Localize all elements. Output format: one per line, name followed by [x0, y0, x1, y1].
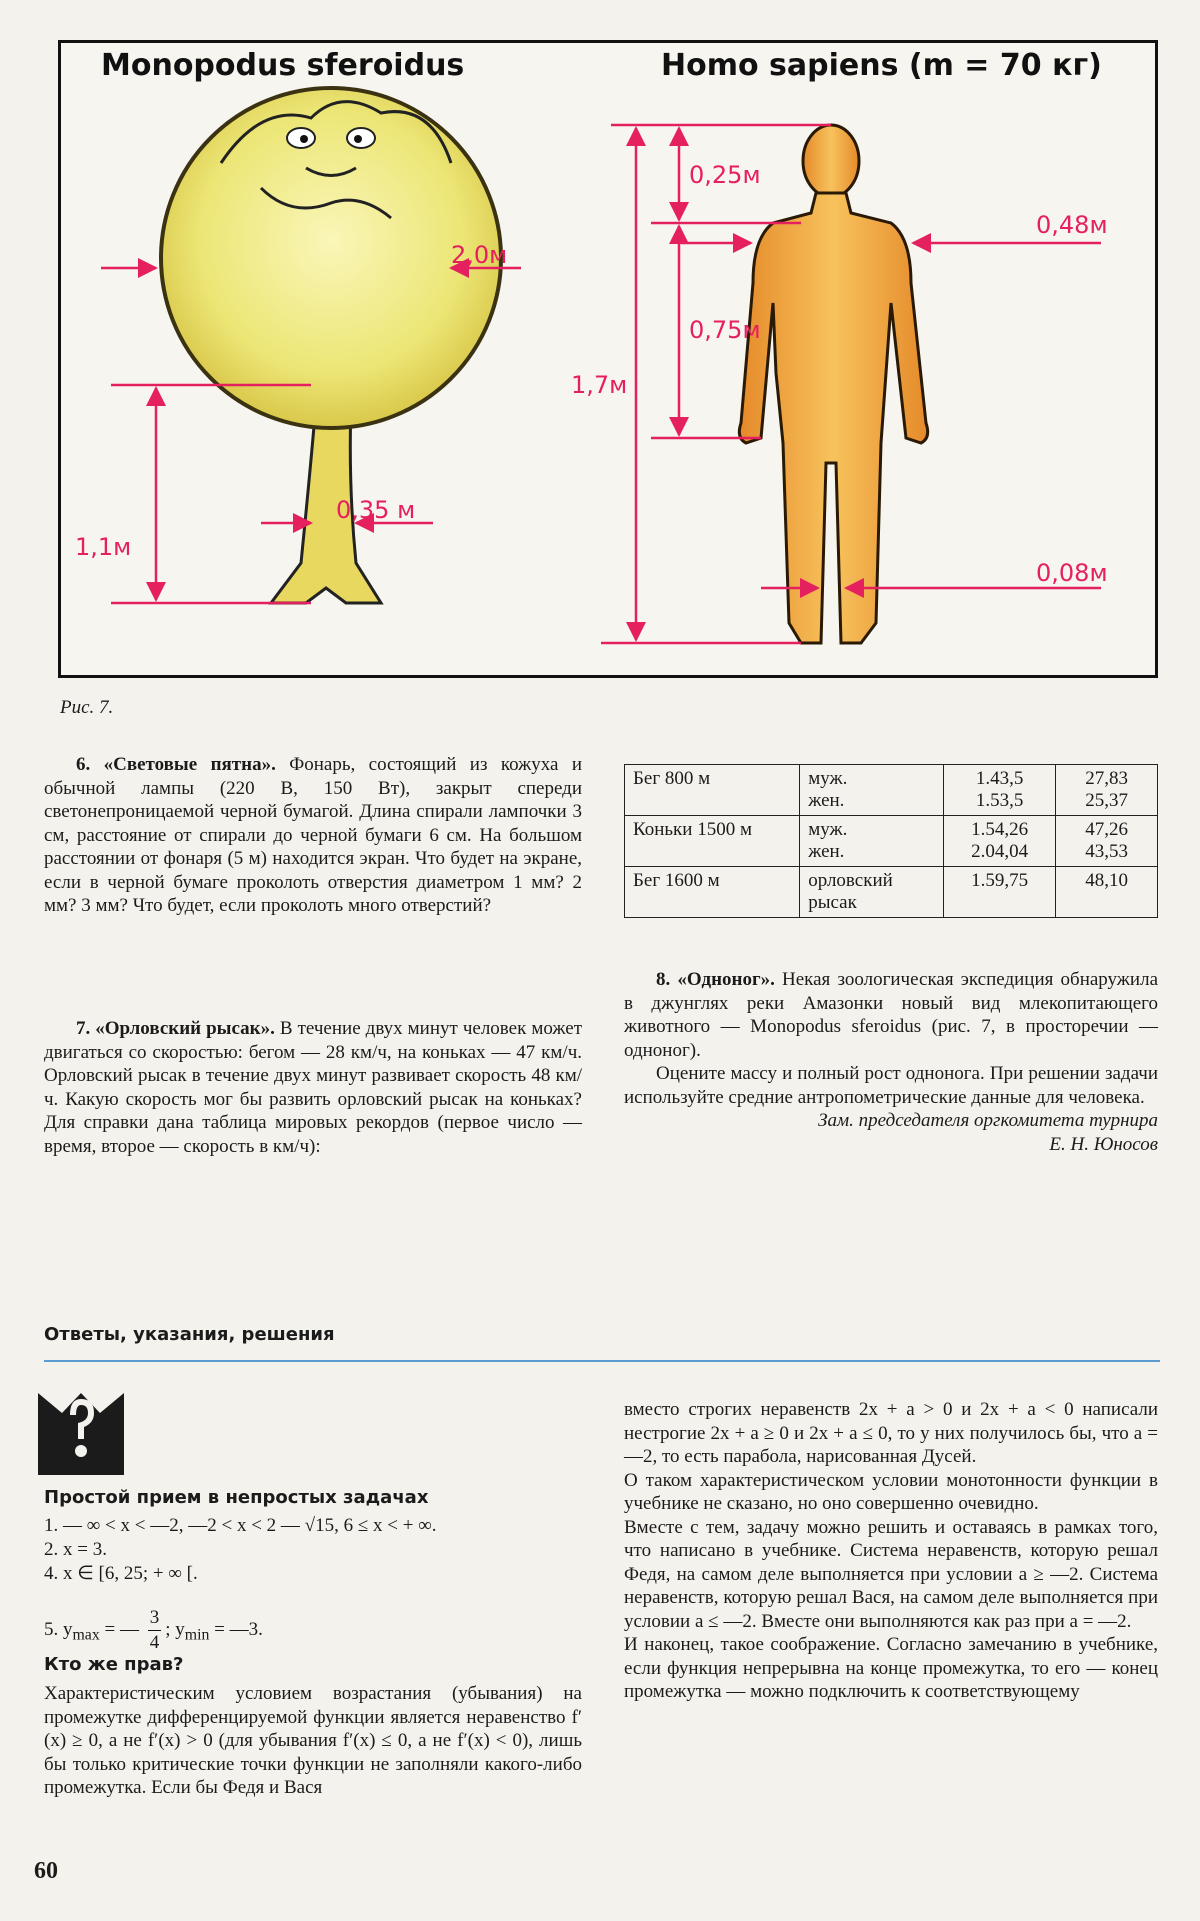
fraction-numerator: 3	[148, 1606, 162, 1631]
table-cell-speed	[1056, 816, 1158, 867]
right-title: Homo sapiens (m = 70 кг)	[661, 48, 1102, 83]
label-human-leg-width: 0,08м	[1036, 559, 1108, 587]
answer-5-min: min	[184, 1626, 210, 1644]
subsection-simple-method-title: Простой прием в непростых задачах	[44, 1487, 429, 1508]
answer-5	[44, 1606, 263, 1655]
label-monopod-leg-height: 1,1м	[75, 533, 132, 561]
time-value: 1.54,26	[971, 819, 1029, 840]
who-line: муж.	[808, 768, 848, 789]
who-line: жен.	[808, 790, 845, 811]
speed-value: 43,53	[1085, 841, 1128, 862]
answer-5-max: max	[72, 1626, 100, 1644]
problem-7	[44, 1017, 582, 1158]
answer-5-mid: = —	[99, 1618, 144, 1640]
answers-right-p4: И наконец, такое соображение. Согласно замечанию в учебнике, если функция непрерывна на конце промежутка, то его — конец промежутка — можно подключить к соответствующему	[624, 1634, 1158, 1702]
section-divider	[44, 1360, 1160, 1362]
speed-value: 25,37	[1085, 790, 1128, 811]
problem-6	[44, 753, 582, 918]
section-title: Ответы, указания, решения	[44, 1324, 335, 1345]
answers-left-text	[44, 1682, 582, 1800]
answer-5-end: = —3.	[209, 1618, 263, 1640]
table-cell-time	[943, 765, 1055, 816]
label-human-torso: 0,75м	[689, 316, 761, 344]
figure-illustration	[61, 43, 1155, 675]
who-line: муж.	[808, 819, 848, 840]
table-cell-time: 1.59,75	[943, 867, 1055, 918]
figure-7	[58, 40, 1158, 678]
table-row	[625, 816, 1158, 867]
table-cell-event: Бег 1600 м	[625, 867, 800, 918]
problem-6-text: Фонарь, состоящий из кожуха и обычной лампы (220 В, 150 Вт), закрыт спереди светонепроницаемой черной бумагой. Длина спирали лампочки 3 см, расстояние от спирали до черной бумаги 6 см. На большом расстоянии от фонаря (5 м) находится экран. Что будет на экране, если в черной бумаге проколоть отверстия диаметром 1 мм? 2 мм? 3 мм? Что будет, если проколоть много отверстий?	[44, 754, 582, 916]
table-cell-event: Коньки 1500 м	[625, 816, 800, 867]
answers-right-p1: вместо строгих неравенств 2x + a > 0 и 2x + a < 0 написали нестрогие 2x + a ≥ 0 и 2x + a ≤ 0, то у них получилось бы, что a = —2, то есть парабола, нарисованная Дусей.	[624, 1399, 1158, 1467]
label-human-height: 1,7м	[571, 371, 628, 399]
monopod-creature	[161, 88, 501, 603]
subsection-who-is-right-title: Кто же прав?	[44, 1654, 184, 1675]
who-line: жен.	[808, 841, 845, 862]
who-line: рысак	[808, 892, 857, 913]
table-cell-speed	[1056, 765, 1158, 816]
answers-right-text	[624, 1398, 1158, 1704]
table-cell-who	[800, 816, 944, 867]
speed-value: 27,83	[1085, 768, 1128, 789]
problem-7-title: 7. «Орловский рысак».	[76, 1018, 275, 1039]
human-figure	[739, 125, 927, 643]
answer-1: 1. — ∞ < x < —2, —2 < x < 2 — √15, 6 ≤ x < + ∞.	[44, 1515, 437, 1536]
answer-5-prefix: 5. y	[44, 1618, 73, 1640]
problem-8-title: 8. «Одноног».	[656, 969, 775, 990]
speed-value: 47,26	[1085, 819, 1128, 840]
table-cell-speed: 48,10	[1056, 867, 1158, 918]
problem-8	[624, 968, 1158, 1156]
who-line: орловский	[808, 870, 893, 891]
table-row	[625, 867, 1158, 918]
answers-left-paragraph: Характеристическим условием возрастания (убывания) на промежутке дифференцируемой функции является неравенство f′(x) ≥ 0, а не f′(x) > 0 (для убывания f′(x) ≤ 0, а не f′(x) < 0), лишь бы только критические точки функции не заполняли какого-либо промежутка. Если бы Федя и Вася	[44, 1683, 582, 1798]
label-monopod-leg-width: 0,35 м	[336, 496, 416, 524]
answer-5-sep: ; y	[165, 1618, 185, 1640]
time-value: 1.43,5	[975, 768, 1024, 789]
table-cell-who	[800, 867, 944, 918]
label-monopod-width: 2,0м	[451, 241, 508, 269]
label-human-head: 0,25м	[689, 161, 761, 189]
time-value: 1.53,5	[975, 790, 1024, 811]
answer-5-fraction	[148, 1606, 162, 1655]
answers-right-p2: О таком характеристическом условии монотонности функции в учебнике не сказано, но оно совершенно очевидно.	[624, 1469, 1158, 1514]
fraction-denominator: 4	[149, 1632, 160, 1653]
answer-2: 2. x = 3.	[44, 1539, 107, 1560]
left-title: Monopodus sferoidus	[101, 48, 465, 83]
records-table	[624, 764, 1158, 918]
table-cell-event: Бег 800 м	[625, 765, 800, 816]
page-number: 60	[34, 1858, 58, 1884]
question-logo-icon	[38, 1383, 124, 1475]
time-value: 2.04,04	[971, 841, 1029, 862]
label-human-width: 0,48м	[1036, 211, 1108, 239]
problem-7-text: В течение двух минут человек может двигаться со скоростью: бегом — 28 км/ч, на коньках — 47 км/ч. Орловский рысак в течение двух минут развивает скорость 48 км/ч. Какую скорость мог бы развить орловский рысак на коньках? Для справки дана таблица мировых рекордов (первое число — время, второе — скорость в км/ч):	[44, 1018, 583, 1157]
problem-8-text2: Оцените массу и полный рост однонога. При решении задачи используйте средние антропометрические данные для человека.	[624, 1063, 1158, 1108]
problem-6-title: 6. «Световые пятна».	[76, 754, 276, 775]
signature-role: Зам. председателя оргкомитета турнира	[818, 1110, 1158, 1131]
problem-8-text: Некая зоологическая экспедиция обнаружила в джунглях реки Амазонки новый вид млекопитающего животного — Monopodus sferoidus (рис. 7, в просторечии — одноног).	[624, 969, 1159, 1061]
table-cell-time	[943, 816, 1055, 867]
answer-4: 4. x ∈ [6, 25; + ∞ [.	[44, 1563, 198, 1584]
table-cell-who	[800, 765, 944, 816]
table-row	[625, 765, 1158, 816]
answers-right-p3: Вместе с тем, задачу можно решить и оставаясь в рамках того, что написано в учебнике. Система неравенств, которую решал Федя, на самом деле выполняется при условии a ≥ —2. Система неравенств, которую решал Вася, на самом деле выполняется при условии a ≤ —2. Вместе они выполняются как раз при a = —2.	[624, 1516, 1158, 1632]
signature-name: Е. Н. Юносов	[1049, 1133, 1158, 1155]
figure-caption: Рис. 7.	[60, 697, 114, 718]
